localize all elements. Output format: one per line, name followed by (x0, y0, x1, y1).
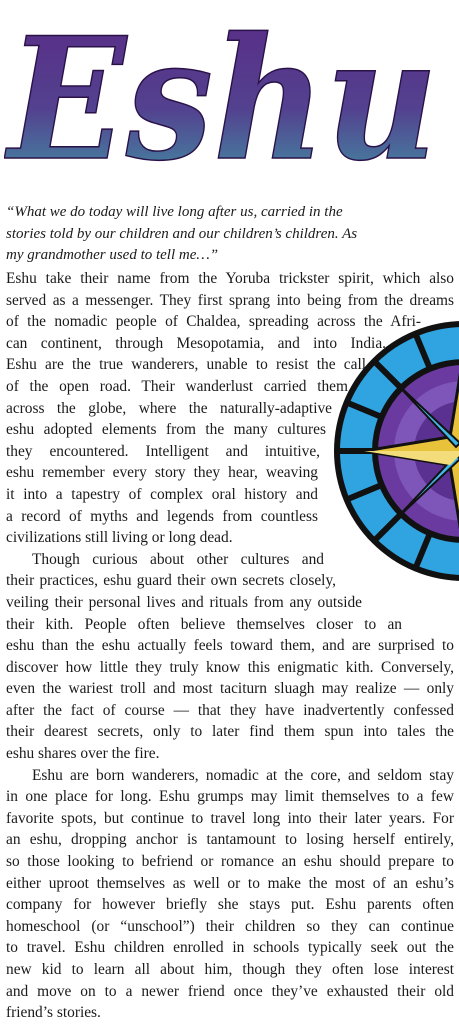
body-line: Eshu are the true wanderers, unable to resist the call (6, 356, 366, 374)
body-line: friend’s stories. (6, 1004, 101, 1022)
body-line: eshu than the eshu actually feels toward them, and are surprised to (6, 637, 454, 655)
body-line: of the open road. Their wanderlust carried them (6, 377, 348, 395)
body-line: after the fact of course — that they have inadvertently confessed (6, 701, 454, 719)
body-line: Eshu are born wanderers, nomadic at the core, and seldom stay (32, 766, 454, 784)
body-line: served as a messenger. They first sprang into being from the dreams (6, 291, 454, 309)
quote-line: my grandmother used to tell me…” (6, 247, 219, 264)
body-line: so those looking to befriend or romance an eshu should prepare to (6, 853, 454, 871)
body-line: eshu shares over the fire. (6, 745, 160, 763)
body-line: across the globe, where the naturally-adaptive (6, 399, 332, 417)
body-line: of the nomadic people of Chaldea, spreading across the Afri- (6, 313, 421, 331)
quote-line: stories told by our children and our children’s children. As (6, 225, 358, 242)
body-line: eshu remember every story they hear, weaving (6, 464, 318, 482)
body-line: their kith. People often believe themselves closer to an (6, 615, 402, 633)
body-line: favorite spots, but continue to travel long into their later years. For (6, 809, 454, 827)
body-line: to travel. Eshu children enrolled in schools typically seek out the (6, 939, 454, 957)
body-line: a record of myths and legends from countless (6, 507, 318, 525)
body-text (6, 268, 454, 1024)
body-line: company for however briefly she stays put. Eshu parents often (6, 896, 454, 914)
body-line: in one place for long. Eshu grumps may limit themselves to a few (6, 788, 454, 806)
body-line: new kid to learn all about him, though they often lose interest (6, 961, 454, 978)
body-line: their dearest secrets, only to later find them spun into tales the (6, 723, 454, 741)
body-line: can continent, through Mesopotamia, and into India. (6, 334, 386, 352)
body-line: veiling their personal lives and rituals from any outside (6, 593, 362, 611)
body-line: and move on to a newer friend once they’ve exhausted their old (6, 982, 454, 1000)
body-line: Though curious about other cultures and (32, 550, 324, 568)
body-line: discover how little they truly know this enigmatic kith. Conversely, (6, 658, 454, 676)
body-line: homeschool (or “unschool”) their children so they can continue (6, 917, 454, 935)
body-line: civilizations still living or long dead. (6, 529, 233, 547)
body-line: Eshu take their name from the Yoruba trickster spirit, which also (6, 270, 454, 287)
body-line: it into a tapestry of complex oral history and (6, 485, 318, 503)
page-title (4, 8, 444, 180)
epigraph-quote (6, 202, 448, 267)
quote-line: “What we do today will live long after us, carried in the (6, 204, 343, 220)
body-line: their practices, eshu guard their own secrets closely, (6, 572, 336, 590)
body-line: even the wariest troll and most taciturn sluagh may realize — only (6, 680, 454, 698)
title-text: Eshu (4, 8, 438, 180)
body-line: they encountered. Intelligent and intuitive, (6, 442, 320, 460)
body-line: eshu adopted elements from the many cultures (6, 421, 326, 439)
title-logo (4, 8, 444, 180)
body-line: either uproot themselves as well or to make the most of an eshu’s (6, 874, 454, 892)
body-line: an eshu, dropping anchor is tantamount to losing herself entirely, (6, 831, 454, 849)
